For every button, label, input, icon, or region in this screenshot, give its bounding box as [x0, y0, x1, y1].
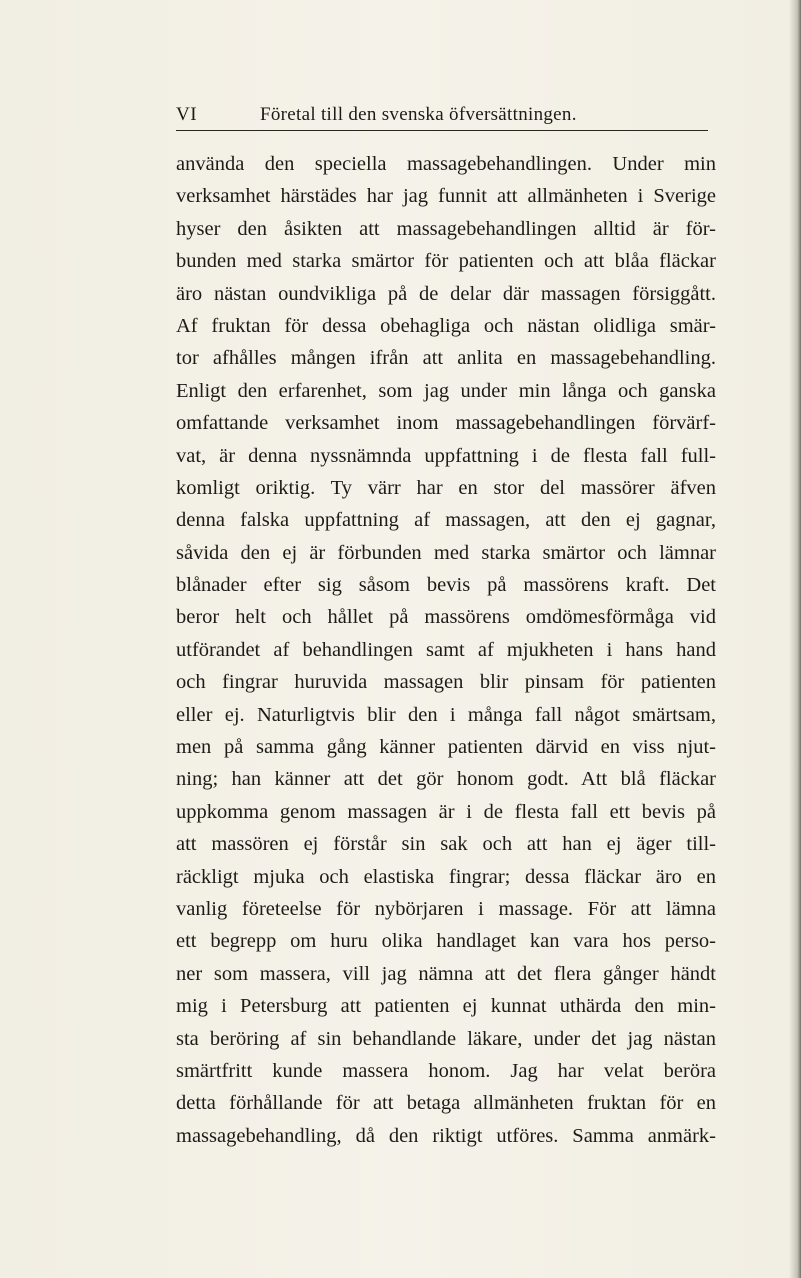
text-line: massagebehandling, då den riktigt utföres. Samma anmärk- [176, 1124, 716, 1147]
text-line: detta förhållande för att betaga allmänheten fruktan för en [176, 1092, 716, 1115]
text-line: komligt oriktig. Ty värr har en stor del massörer äfven [176, 476, 716, 499]
text-line: men på samma gång känner patienten därvid en viss njut- [176, 736, 716, 759]
text-line: ett begrepp om huru olika handlaget kan vara hos perso- [176, 930, 716, 953]
text-line: utförandet af behandlingen samt af mjukheten i hans hand [176, 638, 716, 661]
text-line: vat, är denna nyssnämnda uppfattning i de flesta fall full- [176, 444, 716, 467]
text-line: tor afhålles mången ifrån att anlita en massagebehandling. [176, 347, 716, 370]
text-line: vanlig företeelse för nybörjaren i massage. För att lämna [176, 897, 716, 920]
text-line: beror helt och hållet på massörens omdömesförmåga vid [176, 606, 716, 629]
text-line: såvida den ej är förbunden med starka smärtor och lämnar [176, 541, 716, 564]
text-line: hyser den åsikten att massagebehandlingen alltid är för- [176, 217, 716, 240]
text-line: smärtfritt kunde massera honom. Jag har velat beröra [176, 1059, 716, 1082]
text-line: eller ej. Naturligtvis blir den i många fall något smärtsam, [176, 703, 716, 726]
text-line: äro nästan oundvikliga på de delar där massagen försiggått. [176, 282, 716, 305]
running-title: Företal till den svenska öfversättningen. [260, 104, 577, 125]
body-text [176, 148, 716, 1152]
text-line: denna falska uppfattning af massagen, att den ej gagnar, [176, 509, 716, 532]
text-line: använda den speciella massagebehandlingen. Under min [176, 153, 716, 175]
text-line: att massören ej förstår sin sak och att han ej äger till- [176, 833, 716, 856]
text-line: blånader efter sig såsom bevis på massörens kraft. Det [176, 574, 716, 597]
text-line: mig i Petersburg att patienten ej kunnat uthärda den min- [176, 995, 716, 1018]
text-line: verksamhet härstädes har jag funnit att allmänheten i Sverige [176, 185, 716, 208]
text-line: Af fruktan för dessa obehagliga och nästan olidliga smär- [176, 314, 716, 337]
running-header [176, 104, 708, 131]
text-line: ner som massera, vill jag nämna att det flera gånger händt [176, 962, 716, 985]
text-line: bunden med starka smärtor för patienten och att blåa fläckar [176, 250, 716, 273]
text-line: och fingrar huruvida massagen blir pinsam för patienten [176, 671, 716, 694]
text-line: sta beröring af sin behandlande läkare, under det jag nästan [176, 1027, 716, 1050]
text-line: omfattande verksamhet inom massagebehandlingen förvärf- [176, 412, 716, 435]
text-line: ning; han känner att det gör honom godt. Att blå fläckar [176, 768, 716, 791]
text-line: Enligt den erfarenhet, som jag under min långa och ganska [176, 379, 716, 402]
page-edge-shadow [789, 0, 801, 1278]
text-line: uppkomma genom massagen är i de flesta fall ett bevis på [176, 800, 716, 823]
page-number: VI [176, 104, 198, 125]
text-line: räckligt mjuka och elastiska fingrar; dessa fläckar äro en [176, 865, 716, 888]
